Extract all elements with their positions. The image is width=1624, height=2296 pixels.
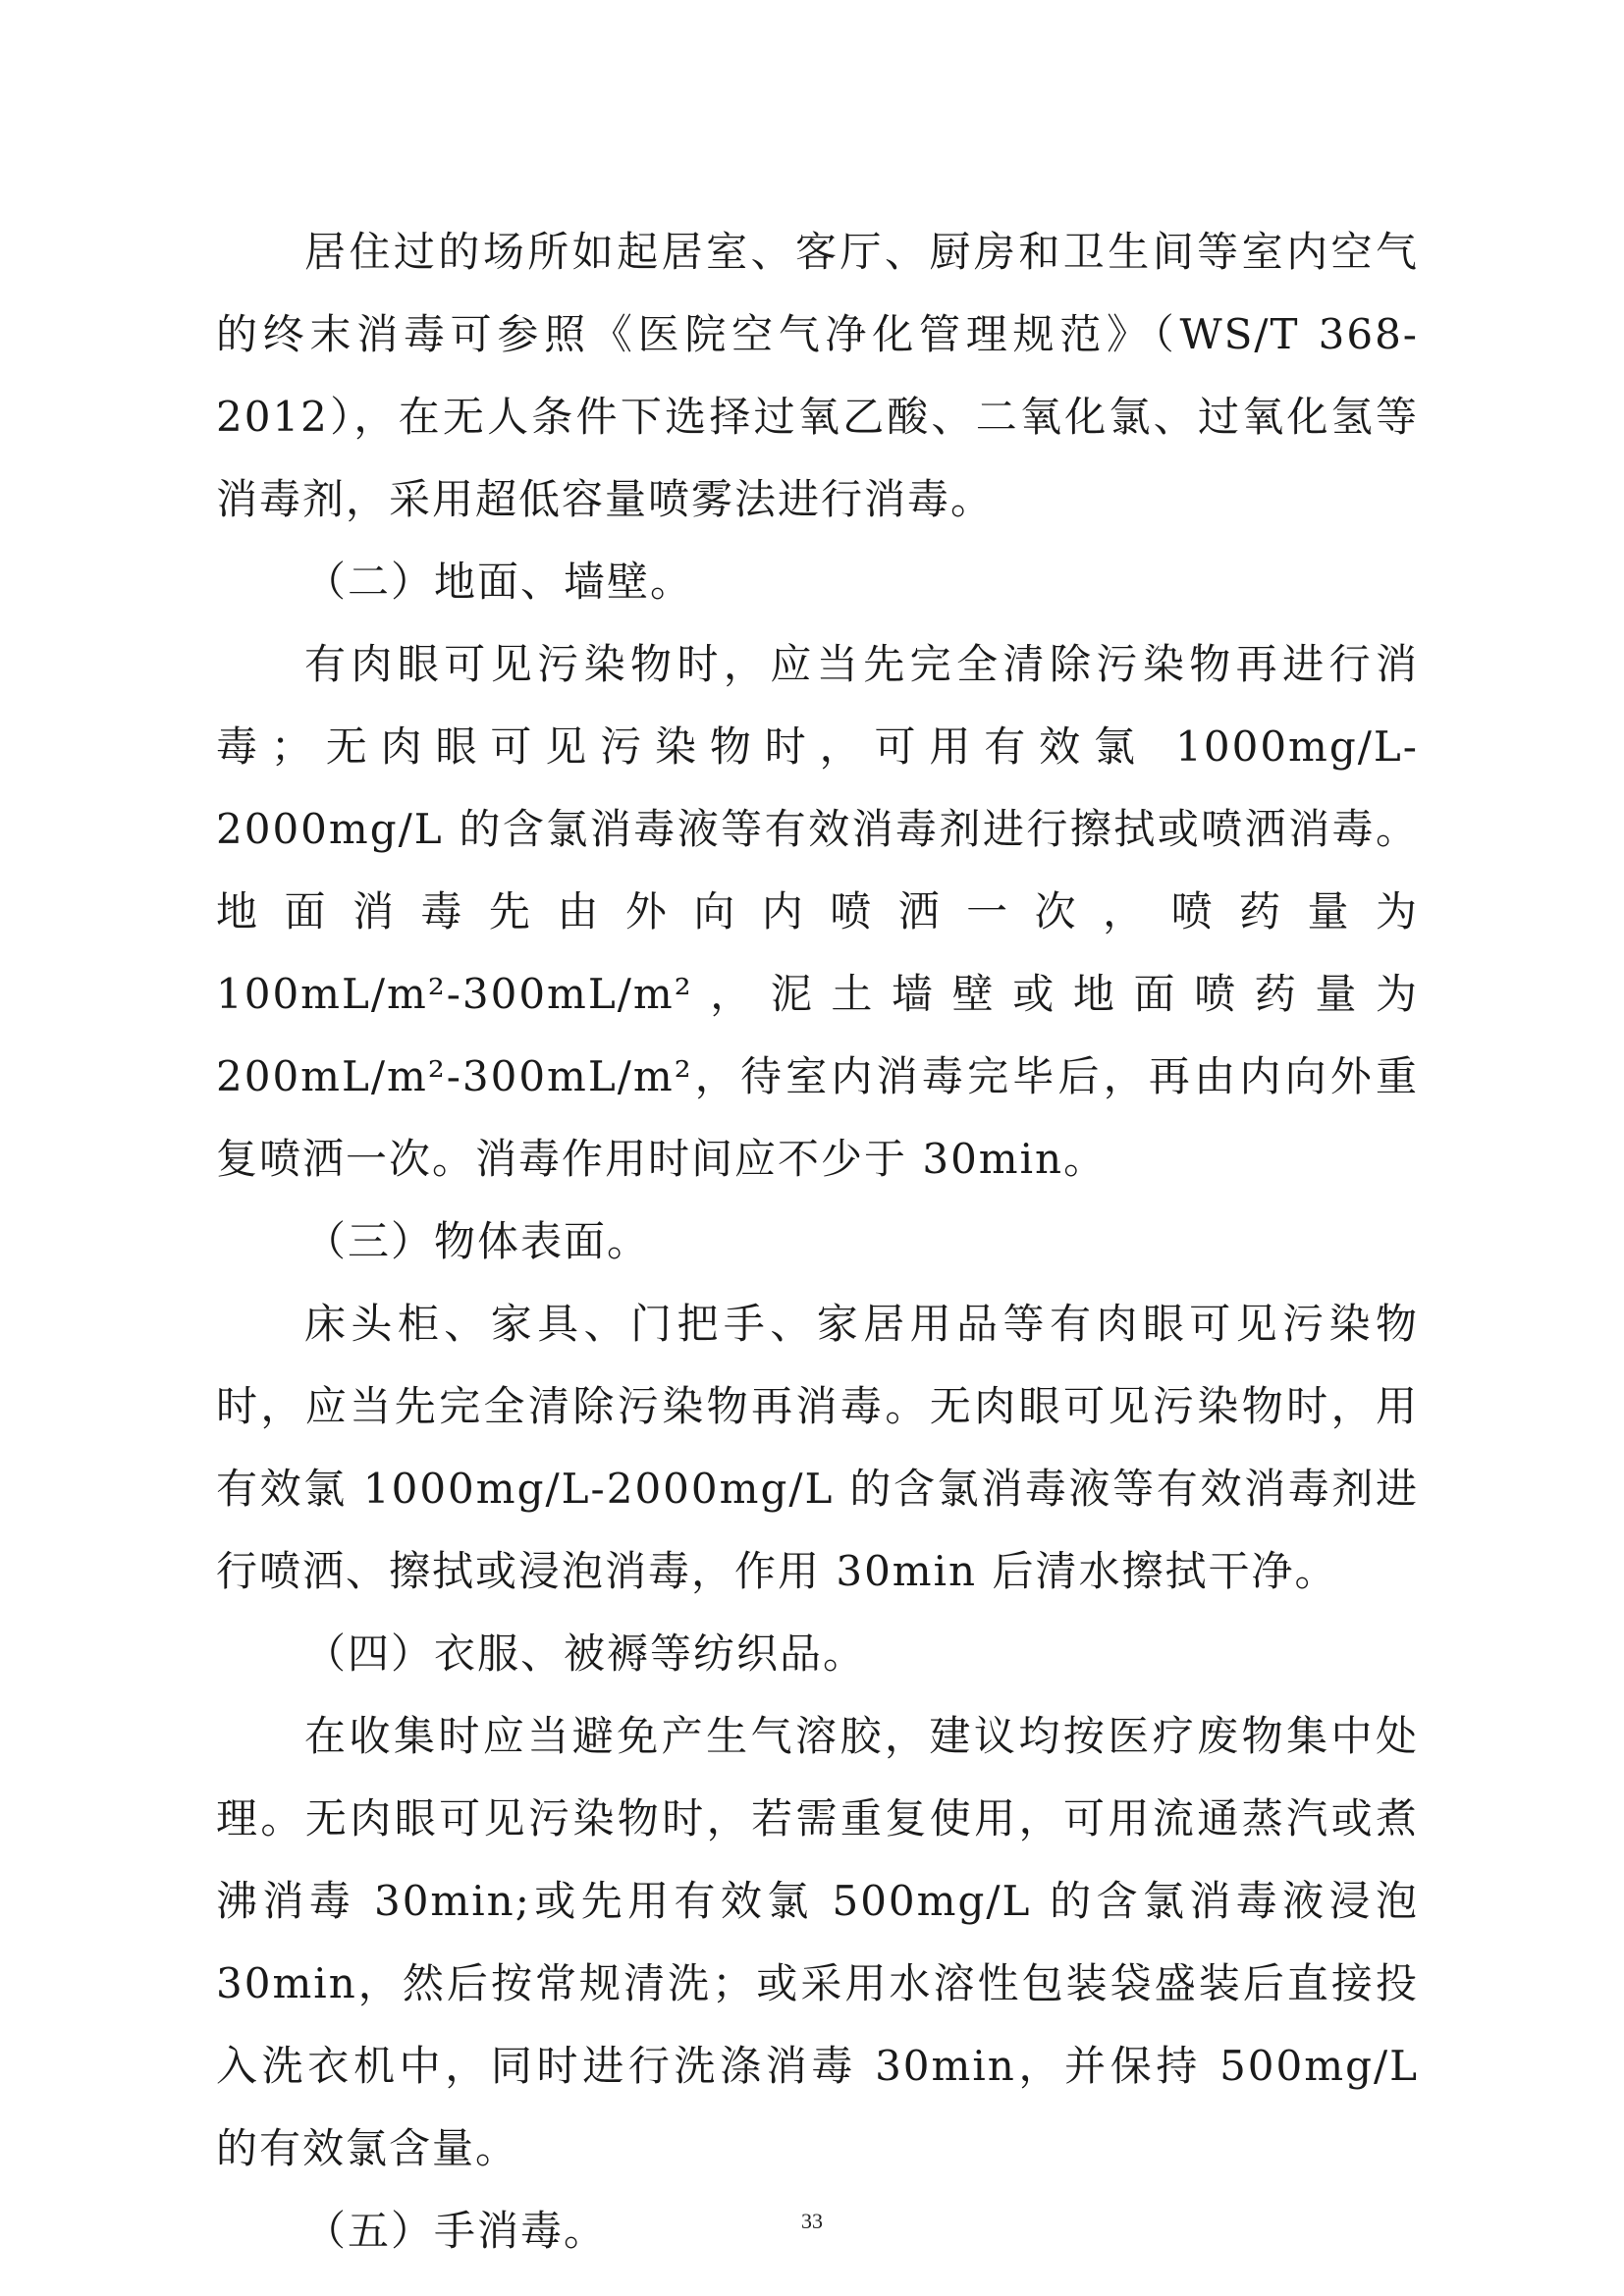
paragraph-textiles: 在收集时应当避免产生气溶胶，建议均按医疗废物集中处理。无肉眼可见污染物时，若需重复使用，可用流通蒸汽或煮沸消毒 30min;或先用有效氯 500mg/L 的含氯消毒液浸泡 30min，然后按常规清洗；或采用水溶性包装袋盛装后直接投入洗衣机中，同时进行洗涤消毒 30min，并保持 500mg/L 的有效氯含量。	[216, 1712, 1419, 2172]
paragraph-floor-walls: 有肉眼可见污染物时，应当先完全清除污染物再进行消毒；无肉眼可见污染物时，可用有效氯 1000mg/L-2000mg/L 的含氯消毒液等有效消毒剂进行擦拭或喷洒消毒。地面消毒先由外向内喷洒一次，喷药量为 100mL/m²-300mL/m²，泥土墙壁或地面喷药量为 200mL/m²-300mL/m²，待室内消毒完毕后，再由内向外重复喷洒一次。消毒作用时间应不少于 30min。	[216, 640, 1419, 1183]
section-heading-object-surfaces: （三）物体表面。	[304, 1217, 651, 1265]
section-heading-textiles: （四）衣服、被褥等纺织品。	[304, 1629, 867, 1678]
section-heading-floor-walls: （二）地面、墙壁。	[304, 558, 694, 606]
page-number: 33	[801, 2209, 823, 2233]
page-body	[216, 211, 1419, 2272]
section-heading-hand-disinfection: （五）手消毒。	[304, 2207, 608, 2255]
paragraph-air-disinfection: 居住过的场所如起居室、客厅、厨房和卫生间等室内空气的终末消毒可参照《医院空气净化管理规范》（WS/T 368-2012），在无人条件下选择过氧乙酸、二氧化氯、过氧化氢等消毒剂，采用超低容量喷雾法进行消毒。	[216, 228, 1419, 523]
paragraph-object-surfaces: 床头柜、家具、门把手、家居用品等有肉眼可见污染物时，应当先完全清除污染物再消毒。无肉眼可见污染物时，用有效氯 1000mg/L-2000mg/L 的含氯消毒液等有效消毒剂进行喷洒、擦拭或浸泡消毒，作用 30min 后清水擦拭干净。	[216, 1300, 1419, 1595]
